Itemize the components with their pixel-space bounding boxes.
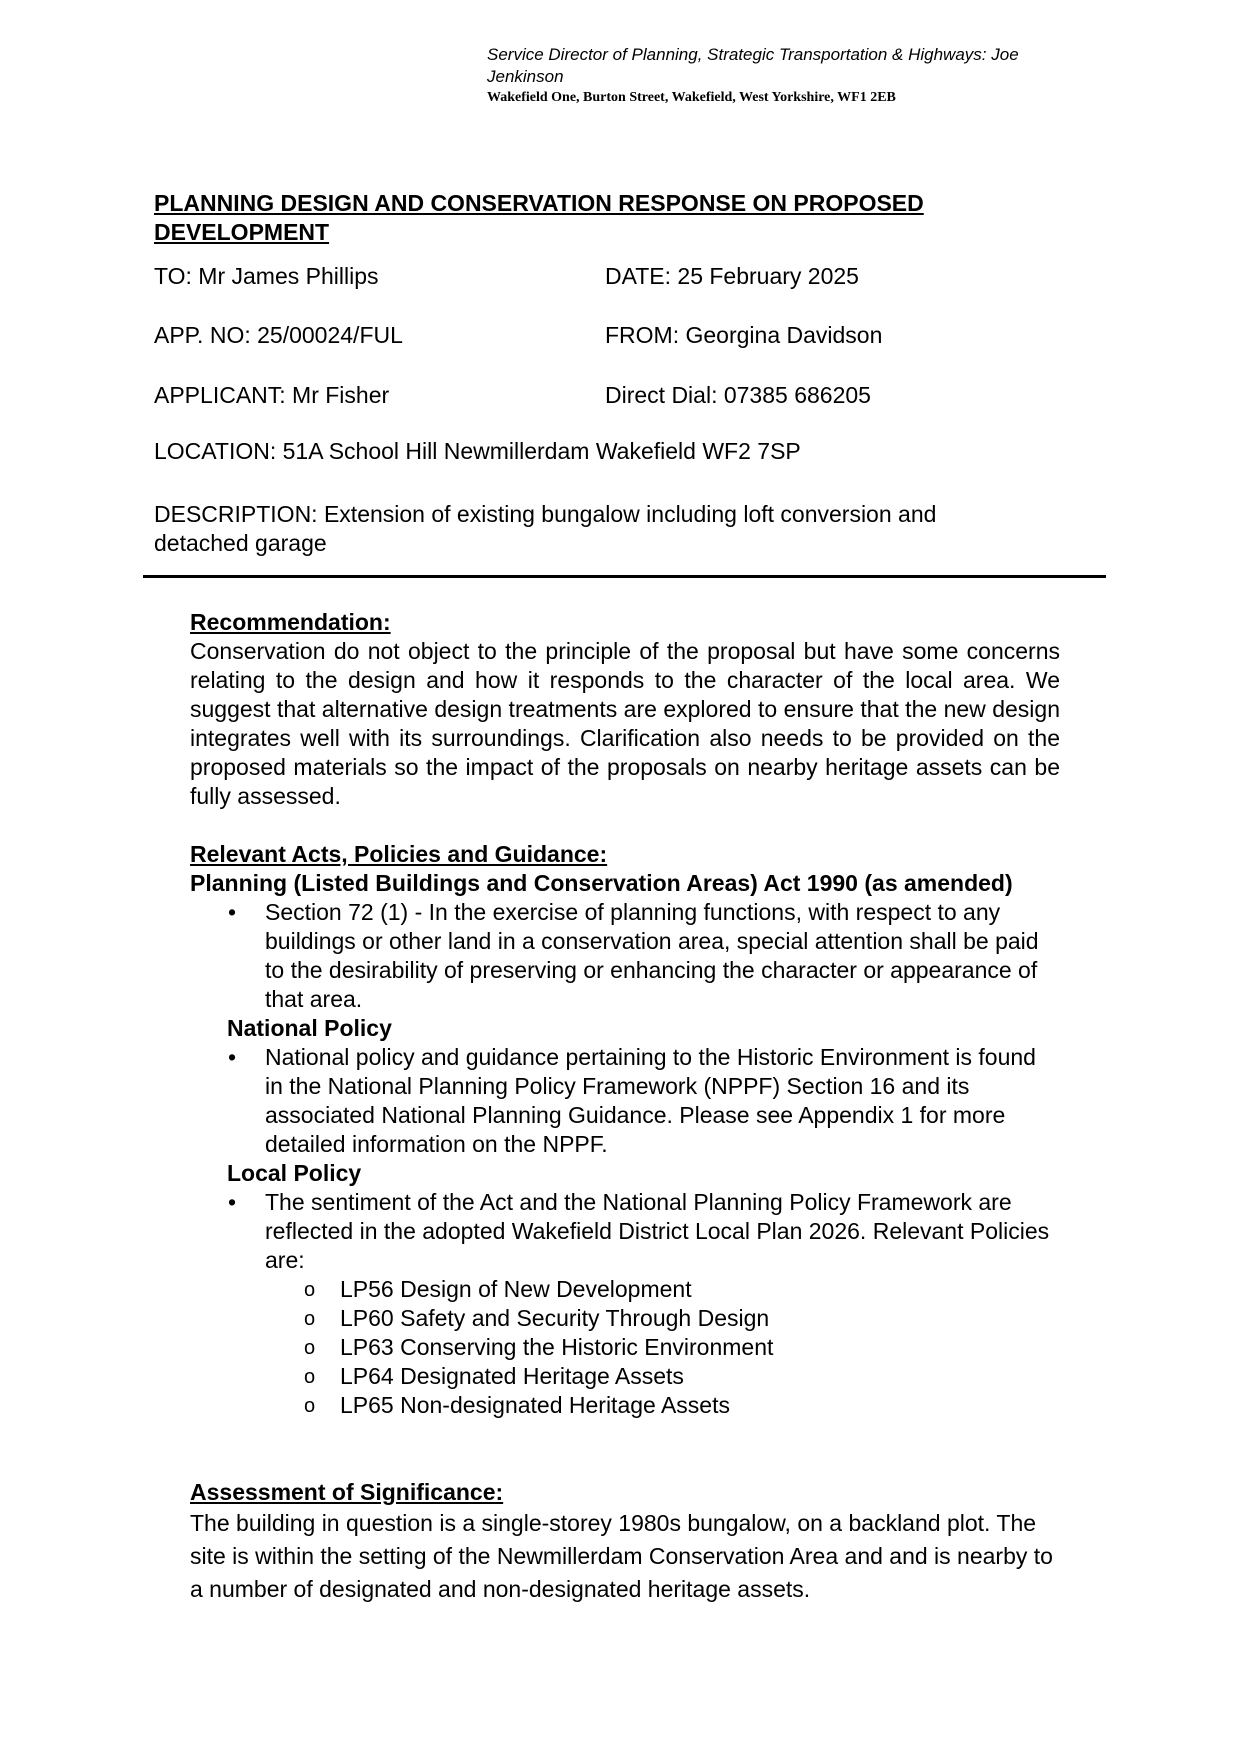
recommendation-heading: Recommendation: [190, 609, 391, 635]
act-heading: Planning (Listed Buildings and Conservation Areas) Act 1990 (as amended) [190, 870, 1013, 896]
local-policy-item: o LP65 Non-designated Heritage Assets [190, 1391, 1060, 1420]
national-bullet-text: National policy and guidance pertaining to the Historic Environment is found in the National Planning Policy Framework (NPPF) Section 16 and its associated National Planning Guidance. Please see Appendix 1 for more detailed information on the NPPF. [265, 1044, 1036, 1157]
act-bullet-text: Section 72 (1) - In the exercise of planning functions, with respect to any buildings or other land in a conservation area, special attention shall be paid to the desirability of preserving or enhancing the character or appearance of that area. [265, 899, 1039, 1012]
local-policy-heading: Local Policy [227, 1160, 362, 1186]
recommendation-section [190, 608, 1060, 811]
from-field: FROM: Georgina Davidson [605, 322, 883, 348]
bullet-icon: • [228, 1044, 237, 1070]
significance-section [190, 1478, 1060, 1606]
to-field: TO: Mr James Phillips [154, 263, 379, 289]
applicant-field: APPLICANT: Mr Fisher [154, 382, 390, 408]
circle-bullet-icon: o [304, 1337, 316, 1359]
local-bullet-text: The sentiment of the Act and the National Planning Policy Framework are reflected in the adopted Wakefield District Local Plan 2026. Relevant Policies are: [265, 1189, 1050, 1273]
circle-bullet-icon: o [304, 1395, 316, 1417]
circle-bullet-icon: o [304, 1366, 316, 1388]
location-field: LOCATION: 51A School Hill Newmillerdam Wakefield WF2 7SP [154, 438, 801, 464]
description-field: DESCRIPTION: Extension of existing bungalow including loft conversion and detached garage [154, 501, 937, 556]
bullet-icon: • [228, 899, 237, 925]
direct-dial-field: Direct Dial: 07385 686205 [605, 382, 871, 408]
local-policy-item: o LP63 Conserving the Historic Environment [190, 1333, 1060, 1362]
section-divider [143, 575, 1106, 578]
bullet-icon: • [228, 1189, 237, 1215]
letterhead [487, 44, 1127, 108]
local-bullet [190, 1188, 1060, 1275]
significance-heading: Assessment of Significance: [190, 1479, 504, 1505]
local-policy-item: o LP56 Design of New Development [190, 1275, 1060, 1304]
national-bullet [190, 1043, 1060, 1159]
policies-section [190, 840, 1060, 1420]
local-policy-item: o LP60 Safety and Security Through Design [190, 1304, 1060, 1333]
date-field: DATE: 25 February 2025 [605, 263, 859, 289]
significance-text: The building in question is a single-storey 1980s bungalow, on a backland plot. The site is within the setting of the Newmillerdam Conservation Area and and is nearby to a number of designated and non-designated heritage assets. [190, 1510, 1053, 1602]
local-policy-item: o LP64 Designated Heritage Assets [190, 1362, 1060, 1391]
circle-bullet-icon: o [304, 1308, 316, 1330]
service-director-line: Service Director of Planning, Strategic Transportation & Highways: Joe Jenkinson [487, 45, 1019, 86]
national-policy-heading: National Policy [227, 1015, 392, 1041]
app-no-field: APP. NO: 25/00024/FUL [154, 322, 403, 348]
office-address: Wakefield One, Burton Street, Wakefield, West Yorkshire, WF1 2EB [487, 90, 896, 105]
act-bullet [190, 898, 1060, 1014]
circle-bullet-icon: o [304, 1279, 316, 1301]
policies-heading: Relevant Acts, Policies and Guidance: [190, 841, 608, 867]
recommendation-text: Conservation do not object to the principle of the proposal but have some concerns relating to the design and how it responds to the character of the local area. We suggest that alternative design treatments are explored to ensure that the new design integrates well with its surroundings. Clarification also needs to be provided on the proposed materials so the impact of the proposals on nearby heritage assets can be fully assessed. [190, 638, 1060, 809]
document-title: PLANNING DESIGN AND CONSERVATION RESPONSE ON PROPOSED DEVELOPMENT [154, 190, 924, 245]
